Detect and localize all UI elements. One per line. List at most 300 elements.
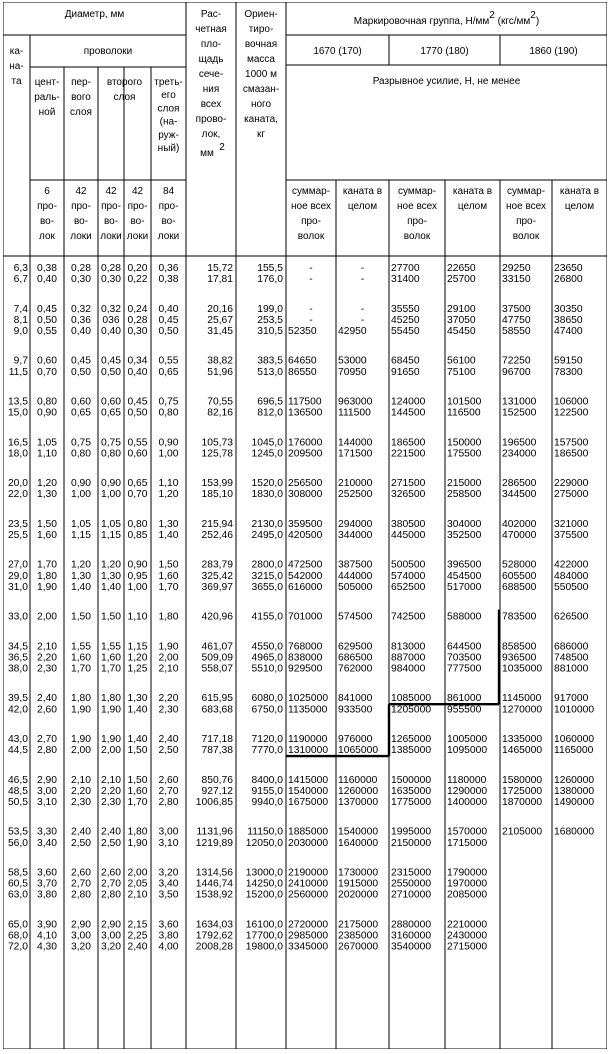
mass-label: каната,	[244, 114, 278, 125]
table-cell: 6080,0	[251, 693, 283, 705]
table-cell: 31400	[391, 274, 420, 286]
table-cell: 2,10	[36, 641, 58, 653]
count-second-b: про-	[127, 201, 148, 212]
table-cell: 111500	[338, 407, 371, 419]
table-cell: 37500	[502, 303, 531, 315]
table-cell: 375500	[554, 530, 589, 541]
table-cell: 359500	[288, 518, 323, 530]
first-layer-label: пер-	[71, 77, 91, 88]
table-cell: 0,32	[70, 303, 92, 315]
table-cell: 1,50	[158, 559, 179, 571]
table-cell: 9,7	[13, 355, 28, 367]
table-cell: 304000	[447, 518, 482, 530]
area-label: прово-	[195, 114, 227, 125]
count-central: во-	[39, 216, 55, 227]
table-cell: 3,70	[36, 878, 58, 890]
sum-all-label: волок	[403, 231, 431, 242]
table-cell: 454500	[447, 570, 482, 582]
sum-all-label: волок	[297, 231, 325, 242]
table-cell: 4965,0	[251, 652, 283, 664]
table-cell: 629500	[338, 641, 373, 653]
table-cell: 542000	[288, 570, 323, 582]
count-central: 6	[44, 186, 50, 197]
table-cell: 286500	[502, 478, 537, 490]
table-cell: 1,90	[70, 704, 92, 716]
table-cell: 106000	[554, 396, 589, 408]
sum-all-label: про-	[301, 216, 321, 227]
table-cell: 3,20	[158, 867, 179, 879]
table-cell: 2,15	[127, 919, 148, 931]
table-cell: 7770,0	[251, 745, 283, 757]
table-cell: 50,5	[7, 797, 28, 808]
table-cell: 34,5	[7, 641, 28, 653]
table-cell: 0,28	[127, 314, 148, 326]
table-cell: 2175000	[338, 919, 379, 931]
count-second-a: 42	[105, 186, 117, 197]
table-cell: 1,40	[70, 581, 92, 593]
table-cell: 777500	[447, 663, 482, 675]
table-cell: 221500	[391, 448, 426, 460]
table-cell: 2,20	[36, 652, 58, 664]
table-cell: -	[360, 263, 365, 274]
count-second-b: во-	[130, 216, 145, 227]
table-cell: 48,5	[7, 785, 28, 797]
table-cell: 1,15	[127, 641, 148, 653]
sum-all-label: ное всех	[291, 201, 331, 212]
table-cell: 6,7	[13, 274, 28, 286]
table-cell: 0,38	[36, 263, 58, 274]
table-cell: 1,60	[127, 785, 148, 797]
table-cell: 1190000	[288, 734, 328, 745]
table-cell: 461,07	[201, 641, 233, 653]
area-label: всех	[200, 99, 222, 110]
table-cell: 16,5	[7, 437, 28, 449]
table-cell: 2,40	[158, 734, 179, 745]
table-cell: -	[309, 314, 313, 326]
table-cell: 11,5	[8, 366, 28, 378]
table-cell: 2,20	[100, 785, 122, 797]
table-cell: 0,34	[127, 355, 148, 367]
table-cell: 0,45	[100, 355, 122, 367]
count-second-b: 42	[131, 186, 144, 197]
table-cell: 2,30	[36, 663, 58, 675]
table-cell: 44,5	[7, 745, 28, 757]
table-cell: 3,50	[158, 889, 179, 901]
table-cell: 2105000	[502, 826, 543, 838]
table-cell: 396500	[447, 559, 482, 571]
table-cell: 838000	[288, 652, 323, 664]
table-cell: 0,80	[127, 518, 148, 530]
table-cell: 1446,74	[195, 878, 233, 890]
count-second-a: локи	[100, 231, 122, 242]
table-cell: 0,45	[36, 303, 58, 315]
table-cell: 2,10	[70, 774, 92, 786]
table-cell: 550500	[554, 581, 589, 593]
table-cell: 2150000	[391, 837, 432, 849]
grade-title-part: 2	[530, 10, 536, 21]
table-cell: 1314,56	[195, 867, 233, 879]
table-cell: 1,80	[36, 570, 58, 582]
table-cell: 185,10	[201, 489, 233, 501]
table-cell: 1,90	[100, 704, 122, 716]
area-unit-sup: 2	[219, 142, 225, 153]
table-cell: 701000	[288, 611, 323, 623]
table-cell: 3215,0	[251, 570, 283, 582]
table-cell: 0,80	[36, 396, 58, 408]
table-cell: 1025000	[288, 693, 329, 705]
table-cell: 2,00	[127, 867, 148, 879]
table-cell: 748500	[554, 652, 589, 664]
table-cell: 144500	[391, 407, 426, 419]
table-cell: 1,20	[127, 652, 148, 664]
table-cell: 3,60	[36, 867, 58, 879]
table-cell: 8400,0	[251, 774, 283, 786]
rope-label: та	[11, 76, 22, 87]
table-cell: 2190000	[288, 867, 329, 879]
table-cell: 574000	[391, 570, 426, 582]
table-cell: 0,40	[100, 326, 122, 337]
table-cell: 2715000	[447, 941, 488, 953]
table-cell: 2550000	[391, 878, 432, 890]
rope-whole-label: каната в	[452, 186, 493, 197]
table-cell: 186500	[554, 448, 589, 460]
grade-1770: 1770 (180)	[420, 46, 469, 57]
table-cell: 1885000	[288, 826, 329, 838]
rope-whole-label: каната в	[559, 186, 600, 197]
table-cell: 0,40	[36, 274, 58, 286]
table-cell: 1,30	[70, 570, 92, 582]
table-cell: 505000	[338, 581, 373, 593]
table-cell: 762000	[338, 663, 373, 675]
table-cell: 344000	[338, 530, 373, 541]
table-cell: 0,70	[36, 366, 58, 378]
table-cell: 131000	[502, 396, 537, 408]
table-cell: 1,70	[36, 559, 58, 571]
table-cell: 963000	[338, 396, 373, 408]
area-label: щадь	[198, 54, 224, 65]
table-cell: 70950	[338, 366, 367, 378]
table-cell: 0,50	[127, 407, 148, 419]
table-cell: 3160000	[391, 930, 432, 942]
table-cell: 369,97	[201, 581, 233, 593]
table-cell: 1,80	[70, 693, 92, 705]
table-cell: 153,99	[201, 478, 233, 490]
table-cell: 344500	[502, 489, 537, 501]
table-cell: 2,10	[100, 774, 122, 786]
table-cell: 850,76	[201, 774, 233, 786]
table-cell: 256500	[288, 478, 323, 490]
table-cell: 0,45	[158, 314, 179, 326]
table-cell: 1634,03	[195, 919, 233, 931]
table-cell: 20,0	[7, 478, 28, 490]
table-cell: 1,40	[100, 581, 122, 593]
table-cell: 2,60	[36, 704, 58, 716]
table-cell: 0,90	[100, 478, 122, 490]
table-cell: 9155,0	[251, 785, 283, 797]
table-body	[8, 263, 594, 953]
table-cell: 1870000	[502, 797, 543, 808]
table-cell: 196500	[502, 437, 537, 449]
table-cell: 616000	[288, 581, 323, 593]
table-cell: 3,60	[158, 919, 179, 931]
table-cell: 626500	[554, 611, 589, 623]
table-cell: 1715000	[447, 837, 488, 849]
table-cell: 509,09	[201, 652, 233, 664]
table-cell: 1,15	[100, 530, 122, 541]
table-cell: 42950	[338, 326, 367, 337]
table-cell: 717,18	[201, 734, 233, 745]
table-cell: 1260000	[338, 785, 379, 797]
table-cell: 2,70	[158, 785, 179, 797]
table-cell: 252,46	[201, 530, 233, 541]
table-cell: 2710000	[391, 889, 432, 901]
table-cell: 1,60	[36, 530, 58, 541]
area-unit: мм	[200, 148, 214, 159]
table-cell: 253,5	[257, 314, 283, 326]
table-cell: 22650	[447, 263, 476, 274]
table-cell: 500500	[391, 559, 426, 571]
table-cell: 0,36	[158, 263, 179, 274]
table-cell: 96700	[502, 366, 531, 378]
table-cell: 0,80	[100, 448, 122, 460]
table-cell: 2,80	[100, 889, 122, 901]
first-layer-label: слоя	[70, 107, 92, 118]
table-cell: 1265000	[391, 734, 432, 745]
table-cell: 199,0	[257, 303, 283, 315]
table-cell: 2,20	[158, 693, 179, 705]
wire-group-label: проволоки	[83, 46, 133, 57]
table-cell: 2430000	[447, 930, 488, 942]
table-cell: 1,00	[70, 489, 92, 501]
mass-label: смазан-	[242, 84, 280, 95]
table-cell: 2,50	[70, 837, 92, 849]
table-cell: 1,90	[127, 837, 148, 849]
table-cell: 976000	[338, 734, 373, 745]
table-cell: 1540000	[338, 826, 379, 838]
mass-label: кг	[256, 129, 266, 140]
table-cell: 2,30	[70, 797, 92, 808]
table-cell: 1725000	[502, 785, 543, 797]
table-cell: 929500	[288, 663, 323, 675]
table-cell: 16100,0	[245, 919, 283, 931]
table-cell: 861000	[447, 693, 482, 705]
table-cell: 1006,85	[195, 797, 233, 808]
table-cell: 25,5	[7, 530, 28, 541]
table-cell: 209500	[288, 448, 323, 460]
table-cell: 887000	[391, 652, 426, 664]
table-cell: -	[360, 314, 365, 326]
table-cell: 23650	[554, 263, 583, 274]
table-cell: 858500	[502, 641, 537, 653]
table-cell: 3655,0	[251, 581, 283, 593]
table-cell: 0,65	[127, 478, 148, 490]
table-cell: 1,50	[127, 774, 148, 786]
table-cell: 813000	[391, 641, 426, 653]
table-cell: 0,22	[127, 274, 148, 286]
table-cell: 8,1	[13, 314, 28, 326]
table-cell: 157500	[554, 437, 589, 449]
table-cell: 308000	[288, 489, 323, 501]
table-cell: 1,60	[70, 652, 92, 664]
table-cell: 1,90	[70, 734, 92, 745]
table-cell: 56100	[447, 355, 476, 367]
table-cell: 29100	[447, 303, 476, 315]
table-cell: 1,05	[36, 437, 58, 449]
table-cell: 933500	[338, 704, 373, 716]
count-first: во-	[73, 216, 89, 227]
table-cell: 0,85	[127, 530, 148, 541]
table-cell: 1,20	[70, 559, 92, 571]
table-cell: 150000	[447, 437, 482, 449]
table-cell: 558,07	[201, 663, 233, 675]
table-cell: 0,24	[127, 303, 148, 315]
count-second-a: про-	[101, 201, 121, 212]
table-cell: 15200,0	[245, 889, 283, 901]
table-cell: 2,00	[158, 652, 179, 664]
table-cell: 155,5	[257, 263, 283, 274]
table-cell: 2,60	[158, 774, 179, 786]
table-cell: 1830,0	[251, 489, 283, 501]
table-cell: 3,40	[158, 878, 179, 890]
table-cell: 1145000	[502, 693, 542, 705]
count-first: 42	[75, 186, 87, 197]
table-cell: 9940,0	[251, 797, 283, 808]
table-cell: 0,50	[36, 314, 58, 326]
table-cell: 2495,0	[251, 530, 283, 541]
central-wire-label: ной	[38, 107, 56, 118]
table-cell: 52350	[288, 326, 317, 337]
table-cell: 14250,0	[245, 878, 283, 890]
table-cell: 0,65	[158, 366, 179, 378]
table-cell: 1635000	[391, 785, 432, 797]
table-cell: 101500	[447, 396, 482, 408]
table-cell: 1790000	[447, 867, 488, 879]
count-third: во-	[161, 216, 176, 227]
table-cell: 1045,0	[251, 437, 283, 449]
table-cell: 0,50	[100, 366, 122, 378]
table-cell: 17700,0	[245, 930, 283, 942]
table-cell: 7,4	[13, 303, 28, 315]
count-third: про-	[158, 201, 179, 212]
table-cell: 2,60	[100, 867, 122, 879]
grade-1860: 1860 (190)	[529, 46, 578, 57]
table-cell: 703500	[447, 652, 482, 664]
third-layer-label: ный)	[157, 143, 180, 154]
table-cell: 1,20	[100, 559, 122, 571]
grade-1670: 1670 (170)	[313, 46, 362, 57]
table-cell: 812,0	[257, 407, 283, 419]
table-cell: -	[309, 303, 313, 315]
table-cell: 2985000	[288, 930, 329, 942]
table-cell: 380500	[391, 518, 426, 530]
table-cell: 2,40	[100, 826, 122, 838]
table-cell: 2085000	[447, 889, 488, 901]
table-cell: 2,40	[36, 693, 58, 705]
table-cell: 2,90	[36, 774, 58, 786]
table-cell: 387500	[338, 559, 373, 571]
table-cell: 2,90	[100, 919, 122, 931]
table-cell: 3540000	[391, 941, 432, 953]
table-cell: 1,00	[127, 581, 148, 593]
table-cell: 31,0	[7, 581, 28, 593]
sum-all-label: суммар-	[291, 186, 331, 197]
table-cell: 0,80	[158, 407, 179, 419]
grade-title-part: 2	[489, 10, 495, 21]
table-cell: 768000	[288, 641, 323, 653]
table-cell: 420500	[288, 530, 323, 541]
count-third: локи	[157, 231, 180, 242]
rope-strength-table	[3, 2, 607, 1049]
table-cell: 258500	[447, 489, 482, 501]
table-cell: 29,0	[7, 570, 28, 582]
table-cell: 1,25	[127, 663, 148, 675]
table-cell: 116500	[447, 407, 481, 419]
table-cell: 652500	[391, 581, 426, 593]
table-cell: 1,30	[100, 570, 122, 582]
table-cell: 38650	[554, 314, 583, 326]
table-cell: 33150	[502, 274, 531, 286]
count-first: локи	[70, 231, 92, 242]
table-cell: 1570000	[447, 826, 488, 838]
table-cell: 2,60	[70, 867, 92, 879]
table-cell: 2,70	[36, 734, 58, 745]
table-cell: 0,40	[127, 366, 148, 378]
table-cell: 271500	[391, 478, 426, 490]
table-cell: 13,5	[7, 396, 28, 408]
table-cell: 3,80	[158, 930, 179, 942]
table-cell: 1065000	[338, 745, 379, 757]
table-cell: 1,70	[100, 663, 122, 675]
table-cell: 1380000	[554, 785, 595, 797]
table-cell: 27700	[391, 263, 420, 274]
table-cell: 47750	[502, 314, 531, 326]
table-cell: 30350	[554, 303, 583, 315]
table-cell: 2,50	[100, 837, 122, 849]
diameter-title: Диаметр, мм	[64, 9, 125, 20]
table-cell: 1465000	[502, 745, 543, 757]
table-cell: 91650	[391, 366, 420, 378]
table-cell: 1,20	[158, 489, 179, 501]
table-cell: -	[309, 263, 313, 274]
table-cell: 2720000	[288, 919, 329, 931]
table-cell: 1,80	[158, 611, 179, 623]
table-cell: 56,0	[7, 837, 28, 849]
area-label: ния	[202, 84, 220, 95]
table-cell: 1,55	[70, 641, 92, 653]
count-second-a: во-	[103, 216, 119, 227]
table-cell: 3,10	[36, 797, 58, 808]
table-cell: 283,79	[201, 559, 233, 571]
table-cell: 3345000	[288, 941, 329, 953]
third-layer-label: его	[161, 90, 176, 102]
table-cell: 0,30	[127, 326, 148, 337]
table-cell: 51,96	[207, 366, 233, 378]
table-cell: 1,10	[158, 478, 179, 490]
sum-all-label: про-	[407, 216, 427, 227]
table-cell: 55450	[391, 326, 420, 337]
table-cell: 0,50	[70, 366, 92, 378]
table-cell: 1538,92	[195, 889, 233, 901]
table-cell: 1,55	[100, 641, 122, 653]
table-cell: 1,30	[127, 693, 148, 705]
table-cell: 644500	[447, 641, 482, 653]
table-cell: 1970000	[447, 878, 488, 890]
table-cell: 215000	[447, 478, 482, 490]
table-cell: 2410000	[288, 878, 329, 890]
table-cell: 60,5	[7, 878, 28, 890]
table-cell: 881000	[554, 663, 589, 675]
table-cell: 59150	[554, 355, 583, 367]
